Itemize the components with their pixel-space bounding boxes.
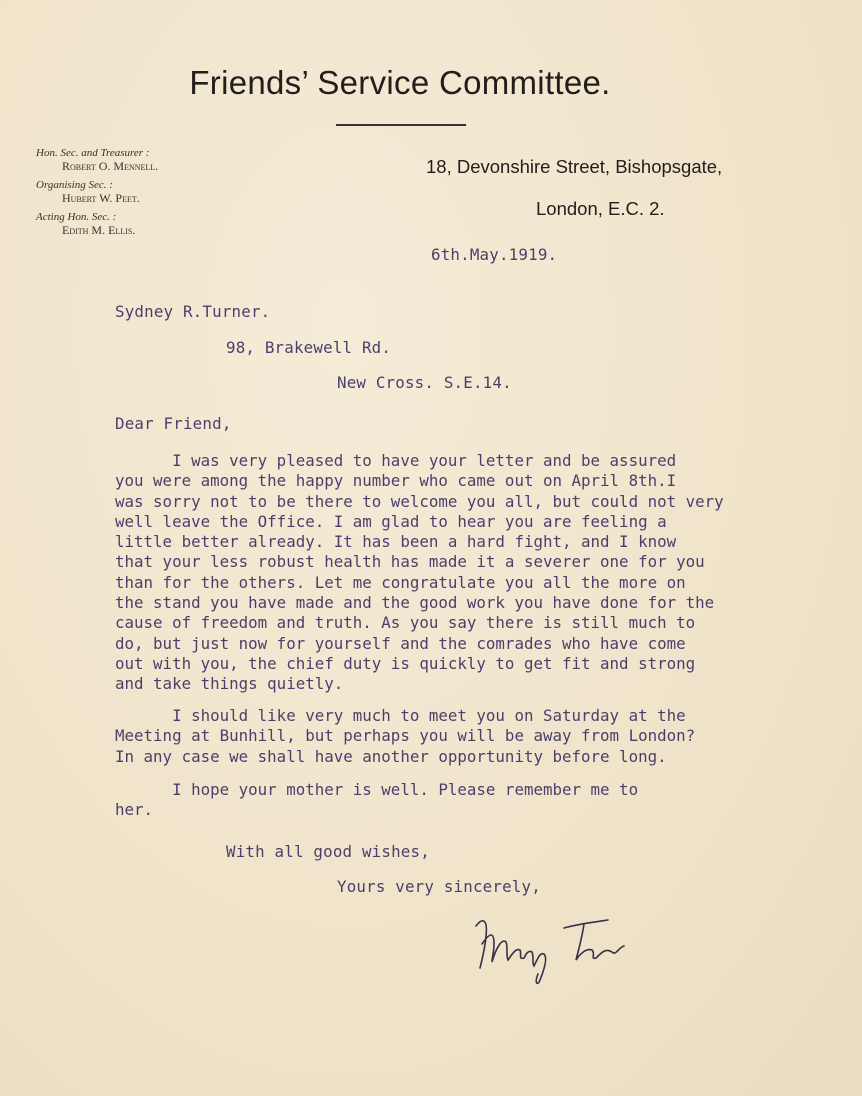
- closing-line: With all good wishes,: [226, 842, 430, 861]
- recipient-street: 98, Brakewell Rd.: [226, 338, 392, 357]
- officers-list: [36, 147, 216, 243]
- officer-role: Hon. Sec. and Treasurer :: [36, 147, 150, 159]
- sender-address: [426, 156, 826, 220]
- valediction: Yours very sincerely,: [337, 877, 541, 896]
- officer-role: Acting Hon. Sec. :: [36, 211, 117, 223]
- letterhead-title: Friends’ Service Committee.: [189, 64, 611, 101]
- officer-name: Robert O. Mennell.: [62, 159, 159, 173]
- handwritten-signature: [468, 908, 638, 988]
- recipient-name: Sydney R.Turner.: [115, 302, 271, 321]
- officer-name: Hubert W. Peet.: [62, 191, 140, 205]
- letter-date: 6th.May.1919.: [431, 245, 558, 264]
- letter-paragraph-1: I was very pleased to have your letter and be assured you were among the happy number who came out on April 8th.I was sorry not to be there to welcome you all, but could not very well leave the Office. I am glad to hear you are feeling a little better already. It has been a hard fight, and I know that your less robust health has made it a severer one for you than for the others. Let me congratulate you all the more on the stand you have made and the good work you have done for the cause of freedom and truth. As you say there is still much to do, but just now for yourself and the comrades who have come out with you, the chief duty is quickly to get fit and strong and take things quietly.: [115, 451, 724, 694]
- recipient-city: New Cross. S.E.14.: [337, 373, 512, 392]
- title-underline: [336, 124, 466, 126]
- officer-role: Organising Sec. :: [36, 179, 113, 191]
- address-city: London, E.C. 2.: [536, 198, 665, 219]
- address-street: 18, Devonshire Street, Bishopsgate,: [426, 156, 723, 177]
- letter-paragraph-3: I hope your mother is well. Please remember me to her.: [115, 780, 639, 820]
- officer-name: Edith M. Ellis.: [62, 223, 136, 237]
- letter-paragraph-2: I should like very much to meet you on Saturday at the Meeting at Bunhill, but perhaps you will be away from London? In any case we shall have another opportunity before long.: [115, 706, 696, 766]
- salutation: Dear Friend,: [115, 414, 232, 433]
